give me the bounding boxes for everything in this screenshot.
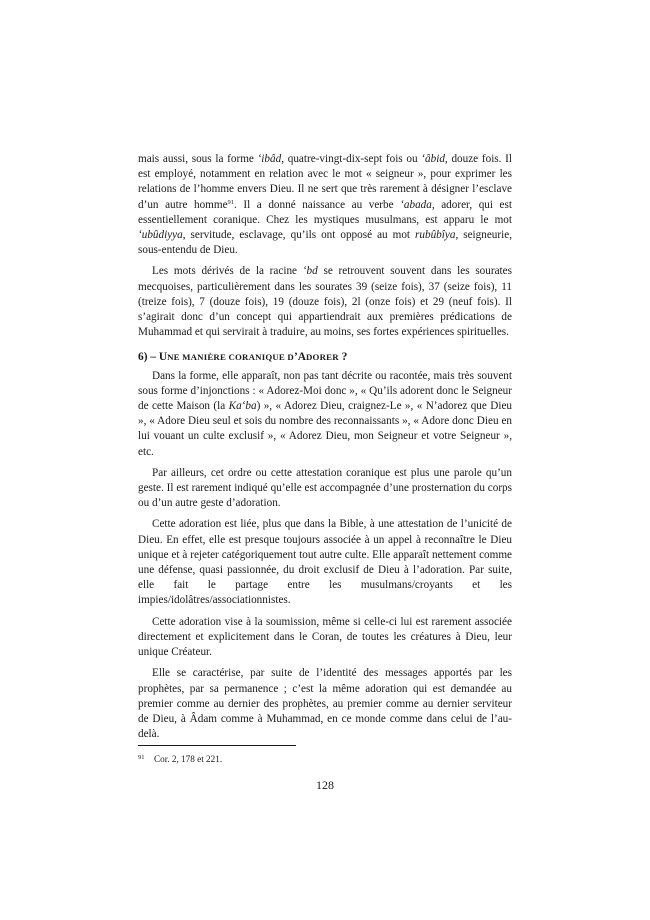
paragraph-5: Cette adoration est liée, plus que dans la Bible, à une attestation de l’unicité de Dieu. En effet, elle est presque toujours associée à un appel à reconnaître le Dieu unique et à rejeter catégoriquement tout autre culte. Elle apparaît nettement comme une défense, quasi passionnée, du droit exclusif de Dieu à l’adoration. Par suite, elle fait le partage entre les musulmans/croyants et les impies/idolâtres/associationnistes. [138,518,512,607]
section-heading: 6) – UNE MANIÈRE CORANIQUE D’ADORER ? [138,351,348,364]
footnote [138,752,512,765]
paragraph-1: mais aussi, sous la forme ‘ibâd, quatre-vingt-dix-sept fois ou ‘âbid, douze fois. Il est employé, notamment en relation avec le mot « seigneur », pour exprimer les relations de l’homme envers Dieu. Il ne sert que très rarement à désigner l’esclave d’un autre homme$^{91}$. Il a donné naissance au verbe ‘abada, adorer, qui est essentiellement coranique. Chez les mystiques musulmans, est apparu le mot ‘ubûdiyya, servitude, esclavage, qu’ils ont opposé au mot rubûbîya, seigneurie, sous-entendu de Dieu. [138,153,513,257]
footnote-number: 91 [138,754,145,761]
paragraph-6: Cette adoration vise à la soumission, même si celle-ci lui est rarement associée directement et explicitement dans le Coran, de toutes les créatures à Dieu, leur unique Créateur. [138,615,512,659]
page-number: 128 [316,778,334,792]
paragraph-2: Les mots dérivés de la racine ‘bd se retrouvent souvent dans les sourates mecquoises, particulièrement dans les sourates 39 (seize fois), 37 (seize fois), 11 (treize fois), 7 (douze fois), 19 (douze fois), 2l (onze fois) et 29 (neuf fois). Il s’agirait donc d’un concept qui appartiendrait aux premières prédications de Muhammad et qui servirait à traduire, au moins, ses fortes expériences spirituelles. [138,265,512,339]
paragraph-3: Dans la forme, elle apparaît, non pas tant décrite ou racontée, mais très souvent sous forme d’injonctions : « Adorez-Moi donc », « Qu’ils adorent donc le Seigneur de cette Maison (la Ka‘ba) », « Adorez Dieu, craignez-Le », « N’adorez que Dieu », « Adore Dieu seul et sois du nombre des reconnaissants », « Adore donc Dieu en lui vouant un culte exclusif », « Adorez Dieu, mon Seigneur et votre Seigneur », etc. [138,369,512,458]
footnote-text: Cor. 2, 178 et 221. [154,754,223,764]
paragraph-7: Elle se caractérise, par suite de l’identité des messages apportés par les prophètes, par sa permanence ; c’est la même adoration qui est demandée au premier comme au dernier des prophètes, au premier comme au dernier serviteur de Dieu, à Âdam comme à Muhammad, en ce monde comme dans celui de l’au-delà. [138,667,512,741]
paragraph-4: Par ailleurs, cet ordre ou cette attestation coranique est plus une parole qu’un geste. Il est rarement indiqué qu’elle est accompagnée d’une prosternation du corps ou d’un autre geste d’adoration. [138,466,512,510]
page-body [138,152,512,748]
footnote-reference[interactable]: 91 [227,198,235,206]
footnote-divider [138,745,296,746]
